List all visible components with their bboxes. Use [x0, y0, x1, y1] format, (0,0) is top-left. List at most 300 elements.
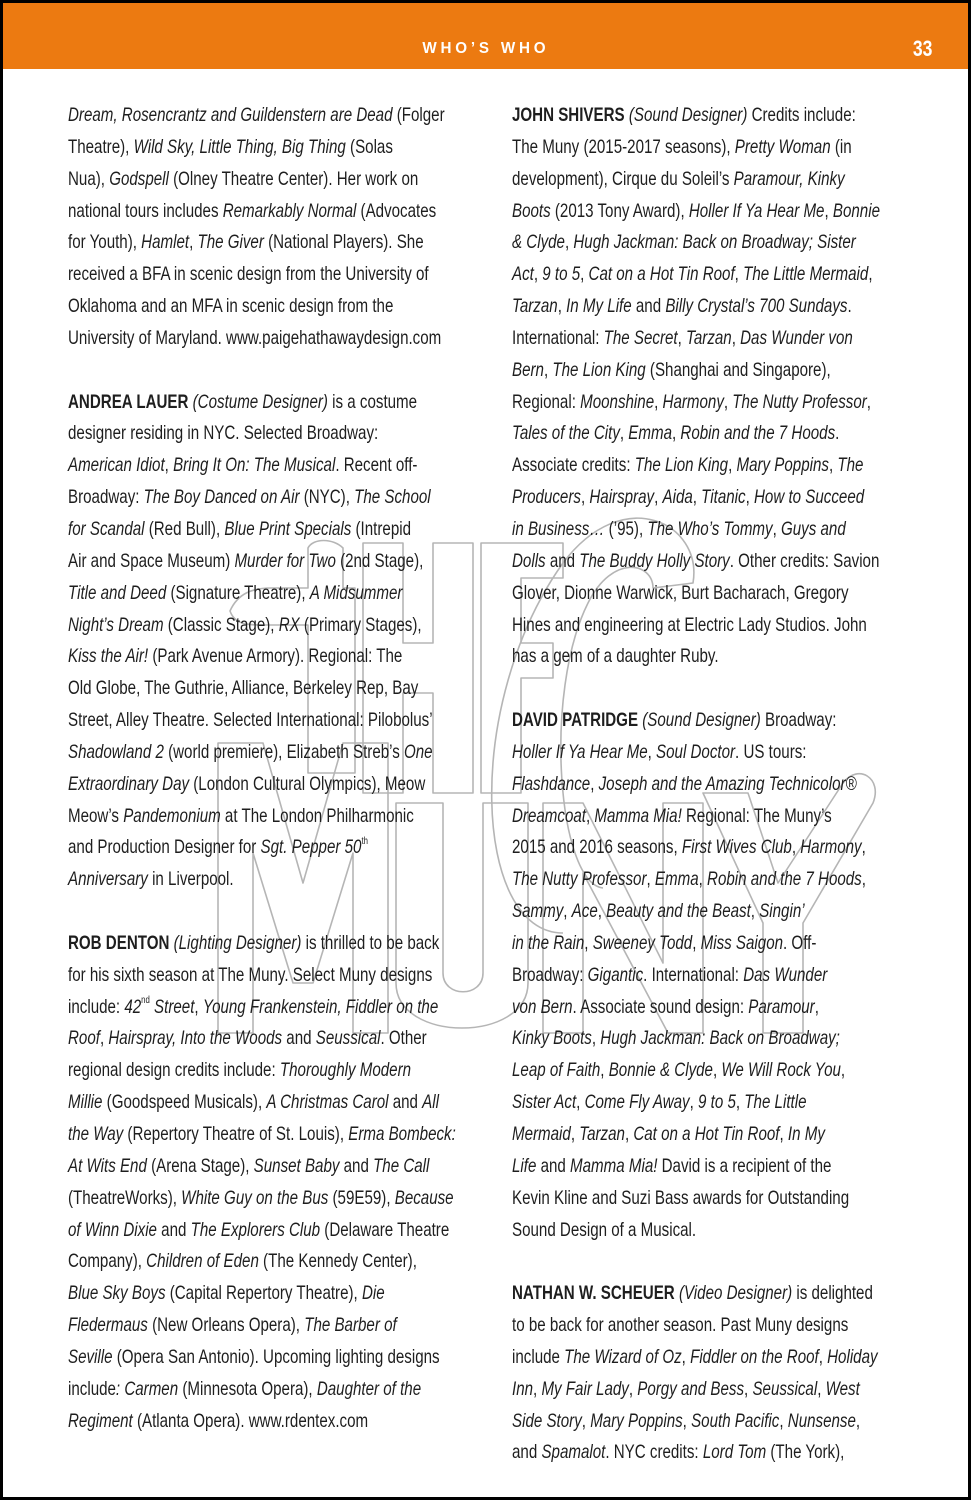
text-line: [68, 1278, 489, 1310]
text-run: ,: [840, 1059, 846, 1082]
text-line: [68, 418, 489, 450]
bio-nathan-w-scheuer: [512, 1278, 932, 1469]
text-run: (Arena Stage),: [146, 1154, 254, 1177]
italic-title: Blue Sky Boys: [68, 1282, 166, 1305]
text-run: ,: [735, 1091, 745, 1114]
italic-title: The Lion King: [552, 358, 646, 381]
text-run: ,: [619, 422, 629, 445]
italic-title: Because: [394, 1186, 454, 1209]
italic-title: The Nutty Professor: [732, 390, 867, 413]
text-line: [68, 259, 489, 291]
text-run: The Muny (2015-2017 seasons),: [512, 135, 735, 158]
italic-title: von Bern: [512, 995, 573, 1018]
text-run: David is a recipient of the: [657, 1154, 832, 1177]
text-line: [512, 578, 933, 610]
text-run: for his sixth season at The Muny. Select Muny designs: [68, 963, 433, 986]
text-run: Regional:: [512, 390, 581, 413]
italic-title: Extraordinary Day: [68, 772, 190, 795]
text-run: has a gem of a daughter Ruby.: [512, 645, 719, 668]
italic-title: Mamma Mia!: [570, 1154, 658, 1177]
text-run: Credits include:: [747, 104, 856, 126]
italic-title: Seussical: [315, 1027, 381, 1050]
text-run: (59E59),: [328, 1186, 395, 1209]
text-run: include:: [68, 995, 125, 1018]
italic-title: The: [837, 454, 864, 477]
italic-title: The Boy Danced on Air: [143, 486, 300, 509]
italic-title: Billy Crystal’s 700 Sundays: [665, 295, 848, 318]
italic-title: The Nutty Professor: [512, 868, 647, 891]
text-run: .: [847, 295, 852, 318]
italic-title: South Pacific: [691, 1409, 780, 1432]
text-run: received a BFA in scenic design from the University of: [68, 263, 429, 286]
italic-title: Holler If Ya Hear Me: [688, 199, 825, 222]
text-run: (Capital Repertory Theatre),: [165, 1282, 362, 1305]
italic-title: Roof: [68, 1027, 100, 1050]
text-line: [68, 1310, 489, 1342]
italic-title: RX: [278, 613, 300, 636]
text-line: [512, 1215, 933, 1247]
text-line: [512, 992, 933, 1024]
italic-title: (Sound Designer): [628, 104, 748, 126]
text-run: ,: [866, 390, 872, 413]
text-line: [68, 801, 489, 833]
italic-title: Dolls: [512, 549, 546, 572]
text-run: ,: [672, 422, 681, 445]
text-line: [68, 1342, 489, 1374]
text-run: and Production Designer for: [68, 836, 261, 859]
text-line: [512, 960, 933, 992]
italic-title: Seville: [68, 1345, 113, 1368]
text-line: [512, 610, 933, 642]
italic-title: American Idiot: [68, 454, 165, 477]
text-line: [68, 960, 489, 992]
text-run: ,: [745, 486, 755, 509]
text-run: and: [631, 295, 666, 318]
italic-title: Spamalot: [541, 1441, 606, 1464]
text-line: [512, 1278, 933, 1310]
italic-title: Seussical: [752, 1377, 818, 1400]
italic-title: Harmony: [662, 390, 724, 413]
text-line: [68, 928, 489, 960]
text-run: (Repertory Theatre of St. Louis),: [123, 1123, 349, 1145]
italic-title: The Little Mermaid: [743, 263, 869, 286]
text-line: [512, 801, 933, 833]
italic-title: Bonnie: [832, 199, 880, 222]
text-line: [512, 1183, 933, 1215]
italic-title: Sister Act: [512, 1091, 577, 1114]
italic-title: The Barber of: [304, 1314, 397, 1337]
bio-name: JOHN SHIVERS: [512, 104, 625, 126]
text-run: and: [536, 1154, 571, 1177]
italic-title: Titanic: [701, 486, 746, 509]
text-line: [68, 546, 489, 578]
italic-title: Wild Sky, Little Thing, Big Thing: [133, 135, 346, 158]
text-run: and: [339, 1154, 374, 1177]
italic-title: Dreamcoat: [512, 804, 586, 827]
italic-title: Mary Poppins: [590, 1409, 683, 1432]
text-run: ,: [731, 326, 741, 349]
italic-title: Emma: [654, 868, 699, 891]
italic-title: Ace: [571, 900, 598, 923]
text-run: for Youth),: [68, 231, 142, 254]
italic-title: (Lighting Designer): [173, 931, 302, 954]
text-run: (Red Bull),: [144, 517, 225, 540]
text-run: include: [512, 1345, 565, 1368]
text-line: [512, 196, 933, 228]
text-run: and: [156, 1218, 191, 1241]
italic-title: Sweeney Todd: [592, 931, 693, 954]
text-run: ,: [817, 1377, 826, 1400]
text-line: [512, 896, 933, 928]
text-run: is delighted: [792, 1282, 873, 1305]
text-line: [512, 1087, 933, 1119]
text-line: [68, 1374, 489, 1406]
text-run: ,: [600, 1059, 609, 1082]
text-line: [512, 546, 933, 578]
text-run: ,: [682, 1409, 692, 1432]
text-line: [512, 705, 933, 737]
text-run: (New Orleans Opera),: [147, 1314, 305, 1337]
italic-title: Regiment: [68, 1409, 133, 1432]
italic-title: All: [422, 1091, 439, 1114]
italic-title: The Explorers Club: [190, 1218, 321, 1241]
bio-john-shivers: [512, 100, 932, 673]
text-line: [68, 387, 489, 419]
text-run: Associate credits:: [512, 454, 635, 477]
text-run: ,: [779, 1409, 788, 1432]
text-line: [512, 1437, 933, 1469]
text-line: [512, 164, 933, 196]
text-run: designer residing in NYC. Selected Broadway:: [68, 422, 379, 445]
text-run: ,: [654, 390, 663, 413]
text-run: .: [835, 422, 840, 445]
text-line: [68, 514, 489, 546]
bio-david-patridge: [512, 705, 932, 1246]
text-line: [68, 705, 489, 737]
text-line: [68, 1119, 489, 1151]
text-run: (London Cultural Olympics), Meow: [189, 772, 426, 795]
italic-title: Producers: [512, 486, 581, 509]
text-line: [68, 578, 489, 610]
italic-title: Remarkably Normal: [222, 199, 357, 222]
text-line: [512, 323, 933, 355]
text-run: (Atlanta Opera). www.rdentex.com: [132, 1409, 369, 1432]
text-run: ,: [563, 900, 572, 923]
italic-title: & Clyde: [512, 231, 565, 254]
italic-title: The Buddy Holly Story: [579, 549, 730, 572]
text-run: . Recent off-: [335, 454, 418, 477]
text-line: [68, 100, 489, 132]
italic-title: Flashdance: [512, 772, 591, 795]
text-line: [512, 482, 933, 514]
italic-title: First Wives Club: [681, 836, 792, 859]
text-run: ,: [818, 1345, 828, 1368]
text-run: (Primary Stages),: [299, 613, 422, 636]
italic-title: : Carmen: [115, 1377, 179, 1400]
text-line: [512, 132, 933, 164]
text-line: [512, 1023, 933, 1055]
italic-title: Kiss the Air!: [68, 645, 149, 668]
italic-title: Fledermaus: [68, 1314, 148, 1337]
text-run: (Solas: [345, 135, 393, 158]
text-line: [68, 132, 489, 164]
text-line: [512, 864, 933, 896]
text-run: development), Cirque du Soleil’s: [512, 167, 734, 190]
text-run: ,: [689, 1091, 699, 1114]
italic-title: Bonnie & Clyde: [608, 1059, 713, 1082]
italic-title: The Who’s Tommy: [647, 517, 773, 540]
italic-title: Children of Eden: [146, 1250, 259, 1273]
text-run: ,: [557, 295, 567, 318]
text-run: (Goodspeed Musicals),: [102, 1091, 267, 1114]
text-run: ,: [194, 995, 203, 1018]
text-run: ,: [597, 900, 607, 923]
italic-title: One: [403, 740, 433, 763]
text-line: [68, 1183, 489, 1215]
italic-title: Dream, Rosencrantz and Guildenstern are Dead: [68, 104, 393, 126]
text-run: (Park Avenue Armory). Regional: The: [148, 645, 403, 668]
italic-title: of Winn Dixie: [68, 1218, 157, 1241]
text-run: (The Kennedy Center),: [258, 1250, 417, 1273]
text-line: [512, 1055, 933, 1087]
italic-title: in the Rain: [512, 931, 585, 954]
text-line: [512, 450, 933, 482]
text-line: [68, 832, 489, 864]
text-run: is a costume: [327, 390, 418, 413]
italic-title: In My Life: [566, 295, 632, 318]
text-run: (Classic Stage),: [163, 613, 279, 636]
text-line: [512, 355, 933, 387]
text-line: [512, 259, 933, 291]
italic-title: Soul Doctor: [656, 740, 736, 763]
italic-title: The School: [354, 486, 431, 509]
text-line: [68, 1246, 489, 1278]
italic-title: 9 to 5: [698, 1091, 736, 1114]
bio-name: ANDREA LAUER: [68, 390, 189, 413]
italic-title: Mamma Mia!: [594, 804, 682, 827]
text-run: include: [68, 1377, 116, 1400]
page-header: [3, 3, 968, 69]
text-run: (National Players). She: [263, 231, 424, 254]
italic-title: the Way: [68, 1123, 124, 1145]
text-run: national tours includes: [68, 199, 223, 222]
italic-title: We Will Rock You: [721, 1059, 841, 1082]
text-run: Glover, Dionne Warwick, Burt Bacharach, Gregory: [512, 581, 849, 604]
text-line: [512, 1119, 933, 1151]
text-run: . Other credits: Savion: [729, 549, 880, 572]
italic-title: in Business…: [512, 517, 605, 540]
text-run: Oklahoma and an MFA in scenic design from the: [68, 295, 394, 318]
program-page: [3, 3, 968, 1497]
italic-title: Harmony: [800, 836, 862, 859]
text-line: [68, 1215, 489, 1247]
text-run: and: [388, 1091, 423, 1114]
text-run: Nua),: [68, 167, 110, 190]
italic-title: Tarzan: [579, 1123, 625, 1145]
text-run: Broadway:: [512, 963, 588, 986]
ordinal-superscript: th: [361, 835, 368, 847]
text-run: ,: [728, 454, 737, 477]
text-run: ,: [99, 1027, 109, 1050]
text-line: [68, 641, 489, 673]
text-line: [512, 227, 933, 259]
italic-title: Aida: [662, 486, 693, 509]
text-run: ,: [543, 358, 553, 381]
text-run: ,: [692, 486, 702, 509]
text-line: [512, 641, 933, 673]
italic-title: Paramour, Kinky: [733, 167, 845, 190]
italic-title: Holler If Ya Hear Me: [512, 740, 648, 763]
text-run: Kevin Kline and Suzi Bass awards for Outstanding: [512, 1186, 850, 1209]
italic-title: Porgy and Bess: [637, 1377, 745, 1400]
text-run: ,: [646, 868, 655, 891]
italic-title: The Little: [744, 1091, 807, 1114]
italic-title: Boots: [512, 199, 551, 222]
text-line: [68, 864, 489, 896]
italic-title: 9 to 5: [542, 263, 581, 286]
text-run: to be back for another season. Past Muny designs: [512, 1314, 849, 1337]
italic-title: Pandemonium: [123, 804, 221, 827]
italic-title: Gigantic: [587, 963, 644, 986]
text-run: (2nd Stage),: [335, 549, 424, 572]
italic-title: West: [825, 1377, 860, 1400]
text-run: ,: [861, 868, 866, 891]
text-run: regional design credits include:: [68, 1059, 280, 1082]
text-run: ,: [581, 1409, 591, 1432]
bio-paige-hathaway-continued: [68, 100, 488, 355]
text-run: Broadway:: [68, 486, 144, 509]
italic-title: Millie: [68, 1091, 103, 1114]
text-run: ,: [861, 836, 866, 859]
paragraph-gap: [512, 1246, 932, 1278]
text-run: ,: [591, 1027, 601, 1050]
italic-title: Mary Poppins: [736, 454, 829, 477]
text-run: ,: [814, 995, 819, 1018]
text-line: [512, 100, 933, 132]
italic-title: Tarzan: [512, 295, 558, 318]
italic-title: Anniversary: [68, 868, 148, 891]
italic-title: Miss Saigon: [700, 931, 784, 954]
italic-title: Night’s Dream: [68, 613, 164, 636]
italic-title: Hairspray, Into the Woods: [108, 1027, 283, 1050]
text-line: [512, 291, 933, 323]
italic-title: Pretty Woman: [734, 135, 831, 158]
italic-title: Robin and the 7 Hoods: [707, 868, 862, 891]
italic-title: The Wizard of Oz: [564, 1345, 682, 1368]
text-line: [68, 482, 489, 514]
text-run: University of Maryland. www.paigehathawaydesign.com: [68, 326, 442, 349]
text-run: ,: [189, 231, 198, 254]
text-run: Air and Space Museum): [68, 549, 235, 572]
text-run: Regional: The Muny’s: [681, 804, 832, 827]
text-run: (in: [830, 135, 852, 158]
italic-title: Young Frankenstein, Fiddler on the: [202, 995, 439, 1018]
text-line: [512, 1406, 933, 1438]
bio-name: DAVID PATRIDGE: [512, 709, 639, 732]
text-run: ,: [654, 486, 663, 509]
text-line: [68, 610, 489, 642]
text-run: (The York),: [766, 1441, 845, 1464]
italic-title: Joseph and the Amazing Technicolor®: [598, 772, 857, 795]
italic-title: Erma Bombeck:: [348, 1123, 456, 1145]
right-column: [512, 100, 932, 1469]
text-line: [68, 1087, 489, 1119]
text-run: ,: [570, 1123, 580, 1145]
italic-title: Come Fly Away: [584, 1091, 690, 1114]
text-run: ,: [734, 263, 744, 286]
text-run: ,: [772, 517, 781, 540]
italic-title: Das Wunder: [743, 963, 828, 986]
italic-title: Hamlet: [141, 231, 190, 254]
italic-title: Daughter of the: [316, 1377, 422, 1400]
italic-title: Life: [512, 1154, 537, 1177]
text-run: 2015 and 2016 seasons,: [512, 836, 682, 859]
left-column: [68, 100, 488, 1437]
text-run: ,: [868, 263, 873, 286]
italic-title: Street: [149, 995, 195, 1018]
text-line: [68, 196, 489, 228]
italic-title: The Lion King: [634, 454, 729, 477]
section-title-text: WHO’S WHO: [421, 40, 550, 57]
text-run: and: [282, 1027, 316, 1050]
text-line: [512, 1342, 933, 1374]
text-run: ,: [828, 454, 838, 477]
text-run: (Delaware Theatre: [320, 1218, 450, 1241]
italic-title: for Scandal: [68, 517, 145, 540]
italic-title: Paramour: [748, 995, 815, 1018]
text-line: [512, 418, 933, 450]
ordinal-superscript: nd: [141, 995, 150, 1007]
italic-title: Tales of the City: [512, 422, 620, 445]
italic-title: Robin and the 7 Hoods: [680, 422, 836, 445]
text-run: ,: [712, 1059, 722, 1082]
text-run: ,: [750, 900, 760, 923]
text-run: at The London Philharmonic: [220, 804, 414, 827]
text-run: ,: [779, 1123, 788, 1145]
text-line: [512, 832, 933, 864]
italic-title: Bring It On: The Musical: [173, 454, 336, 477]
text-line: [68, 769, 489, 801]
italic-title: Godspell: [109, 167, 169, 190]
text-line: [68, 291, 489, 323]
italic-title: Blue Print Specials: [224, 517, 352, 540]
text-run: Old Globe, The Guthrie, Alliance, Berkeley Rep, Bay: [68, 677, 419, 700]
text-run: ,: [564, 231, 574, 254]
italic-title: Das Wunder von: [740, 326, 853, 349]
text-run: (Intrepid: [351, 517, 412, 540]
italic-title: Die: [361, 1282, 385, 1305]
paragraph-gap: [68, 896, 488, 928]
text-run: Street, Alley Theatre. Selected International: Pilobolus’: [68, 709, 433, 732]
text-line: [512, 928, 933, 960]
italic-title: Leap of Faith: [512, 1059, 601, 1082]
italic-title: Act: [512, 263, 534, 286]
italic-title: At Wits End: [68, 1154, 147, 1177]
section-title: [3, 40, 968, 58]
text-run: ,: [744, 1377, 753, 1400]
italic-title: Singin’: [759, 900, 805, 923]
text-line: [512, 1151, 933, 1183]
italic-title: How to Succeed: [754, 486, 865, 509]
italic-title: Guys and: [780, 517, 846, 540]
text-line: [512, 1310, 933, 1342]
text-run: (Opera San Antonio). Upcoming lighting designs: [112, 1345, 440, 1368]
italic-title: Fiddler on the Roof: [690, 1345, 819, 1368]
italic-title: Sgt. Pepper 50: [260, 836, 362, 859]
italic-title: My Fair Lady: [541, 1377, 629, 1400]
italic-title: In My: [787, 1123, 825, 1145]
text-run: (Minnesota Opera),: [178, 1377, 317, 1400]
